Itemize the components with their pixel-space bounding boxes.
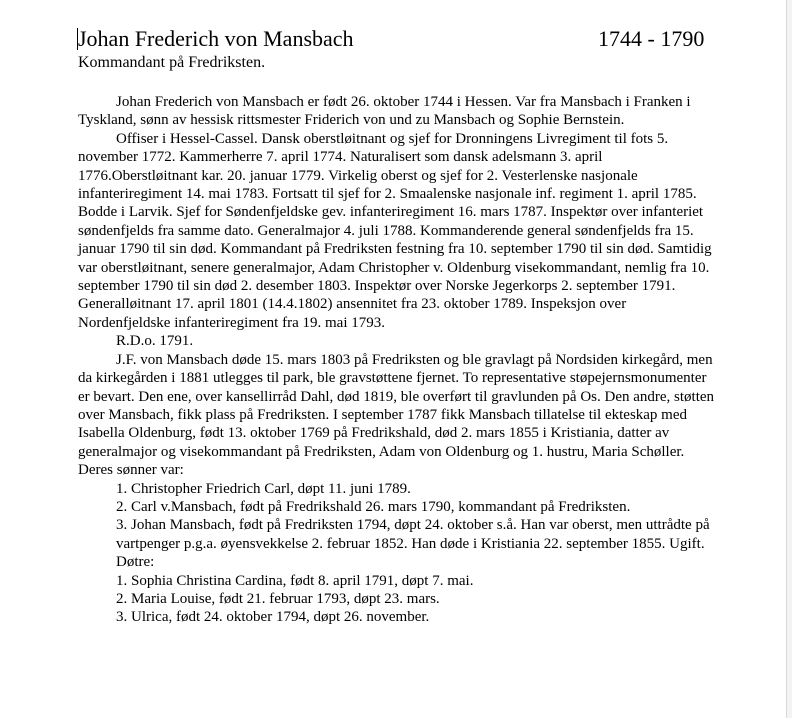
daughter-item: 1. Sophia Christina Cardina, født 8. april 1791, døpt 7. mai. [116, 572, 474, 589]
document-body [78, 93, 718, 627]
daughter-item: 2. Maria Louise, født 21. februar 1793, døpt 23. mars. [116, 590, 440, 607]
daughters-heading: Døtre: [116, 554, 155, 571]
son-item: 1. Christopher Friedrich Carl, døpt 11. juni 1789. [116, 480, 411, 497]
document-subtitle: Kommandant på Fredriksten. [78, 54, 266, 71]
paragraph-career: Offiser i Hessel-Cassel. Dansk oberstløitnant og sjef for Dronningens Livregiment til fots 5. november 1772. Kammerherre 7. april 1774. Naturalisert som dansk adelsmann 3. april 1776.Oberstløitnant kar. 20. januar 1779. Virkelig oberst og sjef for 2. Vesterlenske nasjonale infanteriregiment 14. mai 1783. Fortsatt til sjef for 2. Smaalenske nasjonale inf. regiment 1. april 1785. Bodde i Larvik. Sjef for Søndenfjeldske gev. infanteriregiment 16. mars 1787. Inspektør over infanteriet søndenfjelds fra samme dato. Generalmajor 4. juli 1788. Kommanderende general søndenfjelds fra 15. januar 1790 til sin død. Kommandant på Fredriksten festning fra 10. september 1790 til sin død. Samtidig var oberstløitnant, senere generalmajor, Adam Christopher v. Oldenburg visekommandant, nemlig fra 10. september 1790 til sin død 2. desember 1803. Inspektør over Norske Jegerkorps 2. september 1791. Generalløitnant 17. april 1801 (14.4.1802) ansennitet fra 23. oktober 1789. Inspeksjon over Nordenfjeldske infanteriregiment fra 19. mai 1793. [78, 130, 712, 331]
paragraph-order: R.D.o. 1791. [116, 333, 194, 350]
son-item: 3. Johan Mansbach, født på Fredriksten 1794, døpt 24. oktober s.å. Han var oberst, men uttrådte på vartpenger p.g.a. øyensvekkelse 2. februar 1852. Han døde i Kristiania 22. september 1855. Ugift. [116, 517, 710, 552]
document-title: Johan Frederich von Mansbach [78, 26, 354, 51]
paragraph-birth: Johan Frederich von Mansbach er født 26. oktober 1744 i Hessen. Var fra Mansbach i Franken i Tyskland, sønn av hessisk rittsmester Friderich von und zu Mansbach og Sophie Bernstein. [78, 94, 691, 129]
paragraph-death: J.F. von Mansbach døde 15. mars 1803 på Fredriksten og ble gravlagt på Nordsiden kirkegård, men da kirkegården i 1881 utlegges til park, ble gravstøttene fjernet. To representative støpejernsmonumenter er bevart. Den ene, over kansellirråd Dahl, død 1819, ble overført til gravlunden på Os. Den andre, støtten over Mansbach, fikk plass på Fredriksten. I september 1787 fikk Mansbach tillatelse til ekteskap med Isabella Oldenburg, født 13. oktober 1769 på Fredrikshald, død 2. mars 1855 i Kristiania, datter av generalmajor og visekommandant på Fredriksten, Adam von Oldenburg og 1. hustru, Maria Schøller. Deres sønner var: [78, 351, 715, 479]
life-years: 1744 - 1790 [598, 26, 705, 51]
page-edge-scrollbar [786, 0, 792, 718]
son-item: 2. Carl v.Mansbach, født på Fredrikshald 26. mars 1790, kommandant på Fredriksten. [116, 498, 631, 515]
daughter-item: 3. Ulrica, født 24. oktober 1794, døpt 26. november. [116, 609, 430, 626]
